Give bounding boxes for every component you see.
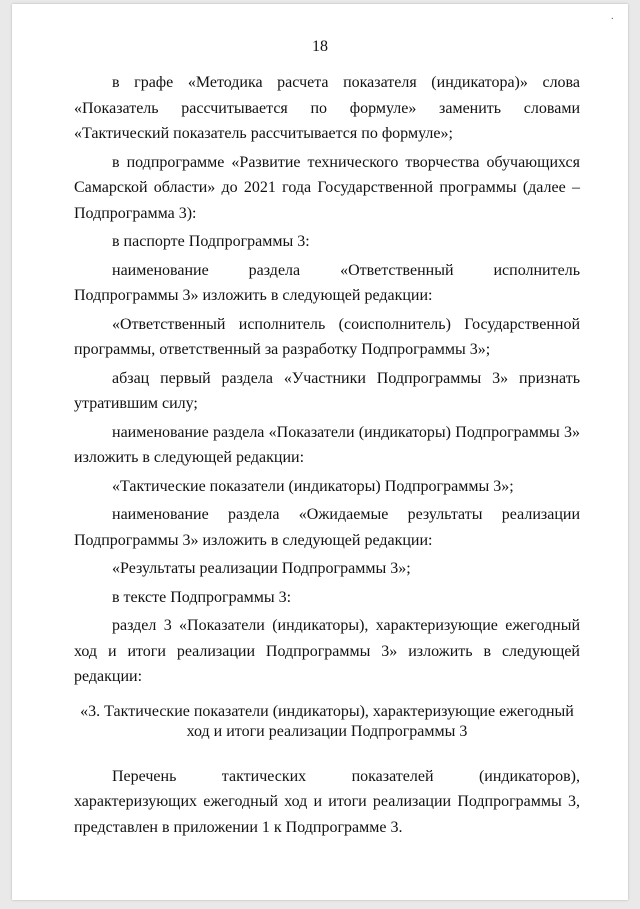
section-heading [74,702,580,742]
section-heading-line: «3. Тактические показатели (индикаторы), характеризующие ежегодный [80,702,574,720]
page-number: 18 [312,38,328,55]
paragraph: в паспорте Подпрограммы 3: [112,233,310,250]
paragraph: «Результаты реализации Подпрограммы 3»; [112,560,411,577]
paragraph: наименование раздела «Ожидаемые результаты реализации Подпрограммы 3» изложить в следующей редакции: [74,506,580,549]
paragraph: в подпрограмме «Развитие технического творчества обучающихся Самарской области» до 2021 года Государственной программы (далее – Подпрограмма 3): [74,153,580,222]
paragraph: в графе «Методика расчета показателя (индикатора)» слова «Показатель рассчитывается по формуле» заменить словами «Тактический показатель рассчитывается по формуле»; [74,74,580,142]
document-page [12,4,628,900]
section-heading-line: ход и итоги реализации Подпрограммы 3 [186,722,468,740]
paragraph: в тексте Подпрограммы 3: [112,588,292,606]
paragraph: «Ответственный исполнитель (соисполнитель) Государственной программы, ответственный за разработку Подпрограммы 3»; [74,315,580,358]
paragraph: наименование раздела «Показатели (индикаторы) Подпрограммы 3» изложить в следующей редакции: [74,423,580,466]
paragraph: раздел 3 «Показатели (индикаторы), характеризующие ежегодный ход и итоги реализации Подпрограммы 3» изложить в следующей редакции: [74,617,580,685]
paragraph: «Тактические показатели (индикаторы) Подпрограммы 3»; [112,477,514,495]
final-paragraph: Перечень тактических показателей (индикаторов), характеризующих ежегодный ход и итоги реализации Подпрограммы 3, представлен в приложении 1 к Подпрограмме 3. [74,767,580,836]
corner-mark: · [610,14,614,25]
paragraph: наименование раздела «Ответственный исполнитель Подпрограммы 3» изложить в следующей редакции: [74,261,580,304]
document-body [74,70,580,840]
paragraph: абзац первый раздела «Участники Подпрограммы 3» признать утратившим силу; [74,369,580,412]
